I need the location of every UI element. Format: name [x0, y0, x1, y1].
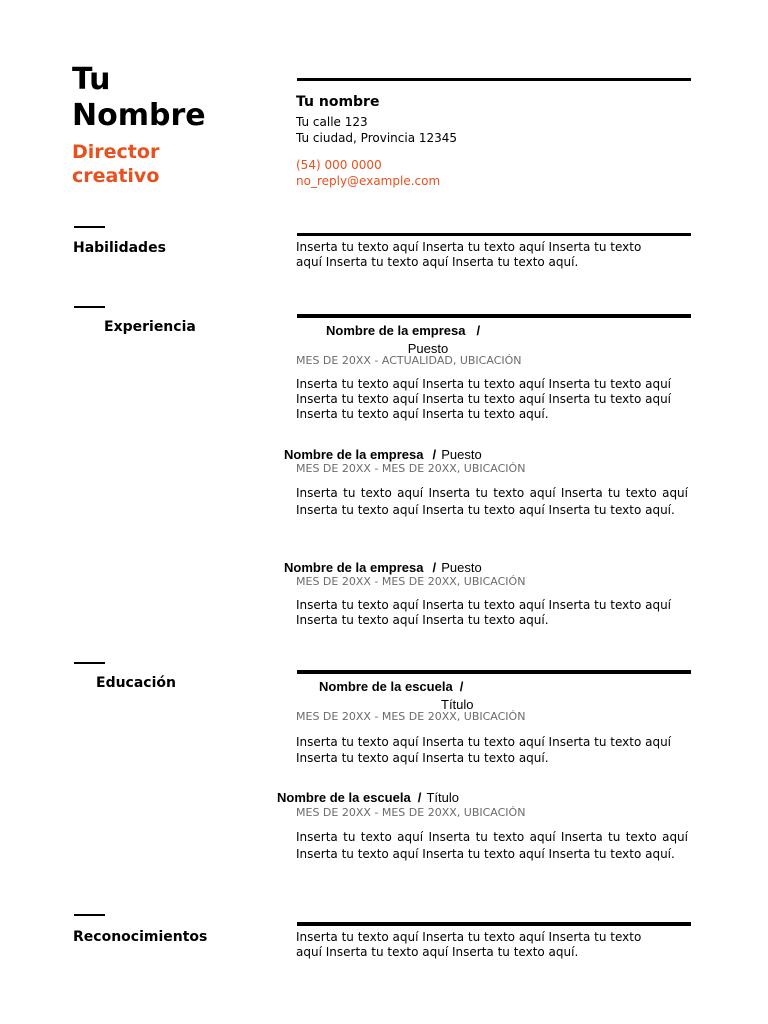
contact-rule	[297, 78, 691, 81]
role-name: Puesto	[407, 341, 449, 356]
education-entry-2-text: Inserta tu texto aquí Inserta tu texto aquí Inserta tu texto aquí Inserta tu texto aquí Inserta tu texto aquí Inserta tu texto aquí.	[296, 830, 688, 861]
role-name: Puesto	[441, 560, 482, 575]
title-separator: /	[432, 447, 437, 462]
skills-heading: Habilidades	[73, 240, 166, 256]
experience-entry-3-header	[284, 557, 482, 576]
skills-short-rule	[74, 226, 105, 228]
awards-heading: Reconocimientos	[73, 929, 208, 945]
experience-entry-3-meta: MES DE 20XX - MES DE 20XX, UBICACIÓN	[296, 575, 526, 588]
experience-short-rule	[74, 306, 105, 308]
name-line-1: Tu	[72, 62, 111, 97]
role-name: Puesto	[441, 447, 482, 462]
awards-short-rule	[74, 914, 105, 916]
education-entry-1-header	[319, 676, 499, 713]
school-name: Nombre de la escuela	[277, 790, 411, 805]
education-heading: Educación	[96, 675, 176, 691]
education-short-rule	[74, 662, 105, 664]
contact-city: Tu ciudad, Provincia 12345	[296, 131, 458, 145]
awards-text: Inserta tu texto aquí Inserta tu texto aquí Inserta tu texto aquí Inserta tu texto aquí Inserta tu texto aquí.	[296, 930, 642, 959]
experience-entry-1-text: Inserta tu texto aquí Inserta tu texto aquí Inserta tu texto aquí Inserta tu texto aquí Inserta tu texto aquí Inserta tu texto aquí Inserta tu texto aquí Inserta tu texto aquí.	[296, 377, 672, 421]
contact-street: Tu calle 123	[296, 115, 368, 129]
education-entry-2-meta: MES DE 20XX - MES DE 20XX, UBICACIÓN	[296, 806, 526, 819]
company-name: Nombre de la empresa	[284, 560, 424, 575]
experience-entry-1-meta: MES DE 20XX - ACTUALIDAD, UBICACIÓN	[296, 354, 522, 367]
title-separator: /	[432, 560, 437, 575]
degree-name: Título	[426, 790, 459, 805]
title-separator: /	[476, 323, 481, 338]
job-title	[72, 140, 272, 188]
education-entry-2-header	[277, 787, 459, 806]
experience-rule	[297, 314, 691, 318]
education-entry-1-text: Inserta tu texto aquí Inserta tu texto aquí Inserta tu texto aquí Inserta tu texto aquí Inserta tu texto aquí.	[296, 735, 672, 765]
job-title-line-1: Director	[72, 141, 160, 163]
company-name: Nombre de la empresa	[284, 447, 424, 462]
experience-entry-2-meta: MES DE 20XX - MES DE 20XX, UBICACIÓN	[296, 462, 526, 475]
experience-entry-1-header	[326, 320, 506, 357]
skills-rule	[297, 233, 691, 236]
contact-name: Tu nombre	[296, 94, 380, 110]
degree-name: Título	[441, 697, 474, 712]
education-entry-1-meta: MES DE 20XX - MES DE 20XX, UBICACIÓN	[296, 710, 526, 723]
skills-text: Inserta tu texto aquí Inserta tu texto aquí Inserta tu texto aquí Inserta tu texto aquí Inserta tu texto aquí.	[296, 240, 642, 269]
title-separator: /	[417, 790, 422, 805]
name-line-2: Nombre	[72, 98, 206, 133]
experience-heading: Experiencia	[104, 319, 196, 335]
job-title-line-2: creativo	[72, 165, 160, 187]
company-name: Nombre de la empresa	[326, 323, 466, 338]
contact-email: no_reply@example.com	[296, 174, 441, 188]
resume-name	[72, 62, 272, 134]
education-rule	[297, 670, 691, 674]
experience-entry-2-header	[284, 444, 482, 463]
awards-rule	[297, 922, 691, 926]
title-separator: /	[459, 679, 464, 694]
school-name: Nombre de la escuela	[319, 679, 453, 694]
experience-entry-2-text: Inserta tu texto aquí Inserta tu texto aquí Inserta tu texto aquí Inserta tu texto aquí Inserta tu texto aquí Inserta tu texto aquí.	[296, 486, 688, 517]
contact-phone: (54) 000 0000	[296, 158, 382, 172]
experience-entry-3-text: Inserta tu texto aquí Inserta tu texto aquí Inserta tu texto aquí Inserta tu texto aquí Inserta tu texto aquí.	[296, 598, 672, 627]
